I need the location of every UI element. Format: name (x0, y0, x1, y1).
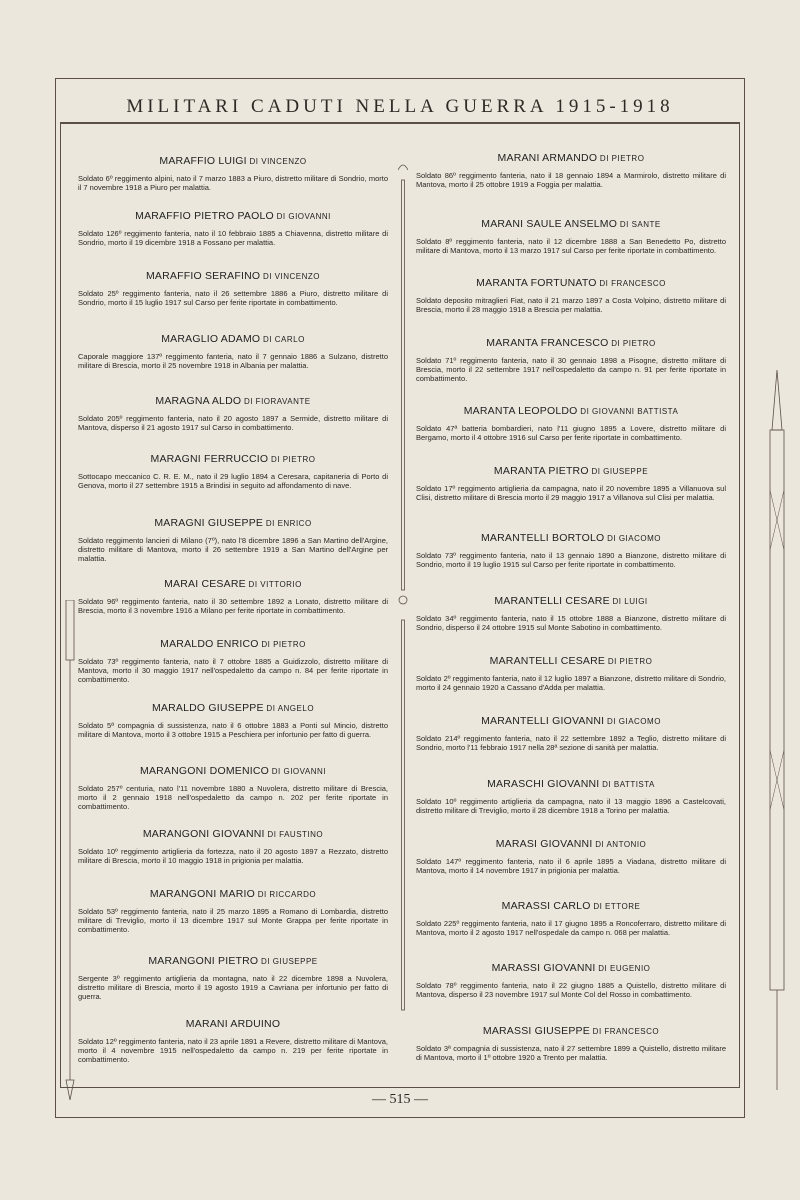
obituary-entry (78, 270, 388, 307)
soldier-name (78, 888, 388, 900)
obituary-entry (416, 337, 726, 383)
father-name: DI VINCENZO (246, 157, 307, 166)
obituary-entry (78, 1018, 388, 1064)
service-record: Soldato 5ª compagnia di sussistenza, nato il 6 ottobre 1883 a Ponti sul Mincio, distretto militare di Mantova, morto il 3 ottobre 1915 a Peschiera per infortunio per fatto di guerra. (78, 721, 388, 739)
soldier-surname: MARANGONI PIETRO (148, 955, 259, 967)
soldier-name (78, 765, 388, 777)
soldier-name (416, 277, 726, 289)
soldier-name (416, 838, 726, 850)
obituary-entry (78, 453, 388, 490)
obituary-entry (78, 638, 388, 684)
obituary-entry (416, 152, 726, 189)
obituary-entry (78, 702, 388, 739)
father-name: DI GIOVANNI BATTISTA (577, 407, 679, 416)
father-name: DI LUIGI (609, 597, 648, 606)
service-record: Soldato 3ª compagnia di sussistenza, nato il 27 settembre 1899 a Quistello, distretto militare di Mantova, morto il 1º ottobre 1920 a Trento per malattia. (416, 1044, 726, 1062)
service-record: Soldato 96º reggimento fanteria, nato il 30 settembre 1892 a Lonato, distretto militare di Brescia, morto il 3 novembre 1916 a Milano per ferite riportate in combattimento. (78, 597, 388, 615)
soldier-surname: MARALDO ENRICO (160, 638, 259, 650)
obituary-entry (78, 155, 388, 192)
service-record: Soldato 147º reggimento fanteria, nato il 6 aprile 1895 a Viadana, distretto militare di Mantova, morto il 14 novembre 1917 in prigionia per malattia. (416, 857, 726, 875)
father-name: DI CARLO (260, 335, 305, 344)
father-name: DI GIUSEPPE (588, 467, 649, 476)
soldier-surname: MARAFFIO SERAFINO (145, 270, 261, 282)
soldier-surname: MARAGNA ALDO (155, 395, 242, 407)
soldier-surname: MARANTA FRANCESCO (486, 337, 609, 349)
soldier-name (416, 218, 726, 230)
page-number: — 515 — (372, 1092, 428, 1107)
soldier-surname: MARAGNI GIUSEPPE (154, 517, 264, 529)
obituary-entry (78, 765, 388, 811)
soldier-name (416, 778, 726, 790)
service-record: Soldato 86º reggimento fanteria, nato il 18 gennaio 1894 a Marmirolo, distretto militare di Mantova, morto il 25 ottobre 1919 a Foggia per malattia. (416, 171, 726, 189)
soldier-name (416, 1025, 726, 1037)
father-name: DI GIOVANNI (269, 767, 326, 776)
soldier-surname: MARANGONI GIOVANNI (142, 828, 265, 840)
father-name: DI ANTONIO (592, 840, 647, 849)
obituary-entry (416, 778, 726, 815)
service-record: Soldato 225º reggimento fanteria, nato il 17 giugno 1895 a Roncoferraro, distretto militare di Mantova, morto il 2 agosto 1917 nell'ospedale da campo n. 068 per malattia. (416, 919, 726, 937)
service-record: Sergente 3º reggimento artiglieria da montagna, nato il 22 dicembre 1898 a Nuvolera, distretto militare di Brescia, morto il 19 agosto 1919 a Cavriana per infortunio per fatto di guerra. (78, 974, 388, 1001)
obituary-entry (416, 532, 726, 569)
soldier-name (416, 715, 726, 727)
obituary-entry (416, 900, 726, 937)
obituary-entry (78, 210, 388, 247)
father-name: DI VINCENZO (260, 272, 321, 281)
father-name: DI BATTISTA (599, 780, 655, 789)
father-name: DI GIUSEPPE (258, 957, 318, 966)
father-name: DI SANTE (617, 220, 661, 229)
service-record: Soldato 71º reggimento fanteria, nato il 30 gennaio 1898 a Pisogne, distretto militare di Brescia, morto il 22 settembre 1917 nell'ospedaletto da campo n. 91 per ferite riportate in combattimento. (416, 356, 726, 383)
left-pole-ornament (62, 600, 78, 1100)
obituary-entry (416, 838, 726, 875)
service-record: Soldato 214º reggimento fanteria, nato il 22 settembre 1892 a Teglio, distretto militare di Sondrio, morto l'11 febbraio 1917 nella 28ª sezione di sanità per malattia. (416, 734, 726, 752)
soldier-name (416, 465, 726, 477)
page-title: MILITARI CADUTI NELLA GUERRA 1915-1918 (126, 96, 674, 117)
father-name: DI FIORAVANTE (241, 397, 311, 406)
service-record: Soldato 2º reggimento fanteria, nato il 12 luglio 1897 a Bianzone, distretto militare di Sondrio, morto il 24 gennaio 1920 a Cassano d'Adda per malattia. (416, 674, 726, 692)
central-staff-ornament (398, 160, 408, 1020)
soldier-name (78, 210, 388, 222)
soldier-name (78, 517, 388, 529)
obituary-entry (78, 955, 388, 1001)
soldier-name (78, 453, 388, 465)
father-name: DI VITTORIO (245, 580, 302, 589)
header-divider (60, 122, 740, 123)
service-record: Soldato 126º reggimento fanteria, nato il 10 febbraio 1885 a Chiavenna, distretto militare di Sondrio, morto il 19 dicembre 1918 a Fossano per malattia. (78, 229, 388, 247)
obituary-entry (78, 578, 388, 615)
obituary-entry (416, 962, 726, 999)
soldier-name (416, 655, 726, 667)
soldier-surname: MARANGONI DOMENICO (140, 765, 270, 777)
soldier-surname: MARALDO GIUSEPPE (151, 702, 264, 714)
obituary-entry (416, 715, 726, 752)
soldier-surname: MARANI ARMANDO (497, 152, 598, 164)
service-record: Soldato 10º reggimento artiglieria da campagna, nato il 13 maggio 1896 a Castelcovati, distretto militare di Treviglio, morto il 28 dicembre 1918 a Torino per malattia. (416, 797, 726, 815)
soldier-name (78, 638, 388, 650)
father-name: DI FRANCESCO (589, 1027, 660, 1036)
father-name: DI GIACOMO (604, 534, 662, 543)
soldier-name (78, 578, 388, 590)
soldier-name (416, 900, 726, 912)
father-name: DI PIETRO (608, 339, 656, 348)
soldier-surname: MARAGLIO ADAMO (161, 333, 261, 345)
father-name: DI ETTORE (590, 902, 641, 911)
father-name: DI PIETRO (268, 455, 316, 464)
soldier-surname: MARAGNI FERRUCCIO (150, 453, 269, 465)
soldier-name (78, 828, 388, 840)
father-name: DI PIETRO (258, 640, 306, 649)
soldier-surname: MARAI CESARE (164, 578, 246, 590)
obituary-entry (78, 517, 388, 563)
father-name: DI ANGELO (263, 704, 315, 713)
service-record: Sottocapo meccanico C. R. E. M., nato il 29 luglio 1894 a Ceresara, capitaneria di Porto di Genova, morto il 27 settembre 1915 a Brindisi in seguito ad affondamento di nave. (78, 472, 388, 490)
soldier-name (78, 955, 388, 967)
service-record: Soldato deposito mitraglieri Fiat, nato il 21 marzo 1897 a Costa Volpino, distretto militare di Brescia, morto il 28 maggio 1918 a Brescia per malattia. (416, 296, 726, 314)
soldier-name (78, 1018, 388, 1030)
soldier-surname: MARASSI GIUSEPPE (482, 1025, 590, 1037)
obituary-entry (416, 465, 726, 502)
father-name: DI EUGENIO (595, 964, 651, 973)
soldier-name (78, 333, 388, 345)
service-record: Caporale maggiore 137º reggimento fanteria, nato il 7 gennaio 1886 a Sulzano, distretto militare di Brescia, morto il 25 novembre 1918 in Albania per malattia. (78, 352, 388, 370)
obituary-entry (416, 218, 726, 255)
obituary-entry (416, 1025, 726, 1062)
service-record: Soldato 10º reggimento artiglieria da fortezza, nato il 20 agosto 1897 a Rezzato, distretto militare di Brescia, morto il 10 maggio 1918 in prigionia per malattia. (78, 847, 388, 865)
service-record: Soldato reggimento lancieri di Milano (7º), nato l'8 dicembre 1896 a San Martino dell'Argine, distretto militare di Mantova, morto il 26 settembre 1919 a San Martino dell'Argine per malattia. (78, 536, 388, 563)
soldier-surname: MARASSI CARLO (501, 900, 591, 912)
service-record: Soldato 78º reggimento fanteria, nato il 22 giugno 1885 a Quistello, distretto militare di Mantova, disperso il 23 novembre 1917 sul Monte Col del Rosso in combattimento. (416, 981, 726, 999)
soldier-name (416, 532, 726, 544)
soldier-name (416, 595, 726, 607)
obituary-entry (416, 595, 726, 632)
service-record: Soldato 25º reggimento fanteria, nato il 26 settembre 1886 a Piuro, distretto militare di Sondrio, morto il 15 luglio 1917 sul Carso per ferite riportate in combattimento. (78, 289, 388, 307)
service-record: Soldato 8º reggimento fanteria, nato il 12 dicembre 1888 a San Benedetto Po, distretto militare di Mantova, morto il 13 marzo 1917 sul Carso per ferite riportate in combattimento. (416, 237, 726, 255)
service-record: Soldato 17º reggimento artiglieria da campagna, nato il 20 novembre 1895 a Villanuova sul Clisi, distretto militare di Brescia morto il 29 maggio 1917 a Villanova sul Clisi per malattia. (416, 484, 726, 502)
soldier-surname: MARAFFIO LUIGI (159, 155, 247, 167)
soldier-surname: MARASCHI GIOVANNI (487, 778, 600, 790)
obituary-entry (78, 828, 388, 865)
service-record: Soldato 73º reggimento fanteria, nato il 13 gennaio 1890 a Bianzone, distretto militare di Sondrio, morto il 19 luglio 1915 sul Carso per ferite riportate in combattimento. (416, 551, 726, 569)
soldier-surname: MARANTA LEOPOLDO (463, 405, 578, 417)
soldier-name (416, 405, 726, 417)
obituary-entry (416, 655, 726, 692)
obituary-entry (78, 395, 388, 432)
service-record: Soldato 257º centuria, nato l'11 novembre 1880 a Nuvolera, distretto militare di Brescia, morto il 2 gennaio 1918 nell'ospedaletto da campo n. 202 per ferite riportate in combattimento. (78, 784, 388, 811)
soldier-surname: MARANI ARDUINO (185, 1018, 281, 1030)
soldier-surname: MARANTA FORTUNATO (476, 277, 597, 289)
soldier-surname: MARANTELLI CESARE (494, 595, 610, 607)
soldier-name (416, 337, 726, 349)
obituary-entry (78, 888, 388, 934)
father-name: DI RICCARDO (254, 890, 317, 899)
service-record: Soldato 6º reggimento alpini, nato il 7 marzo 1883 a Piuro, distretto militare di Sondrio, morto il 7 novembre 1918 a Piuro per malattia. (78, 174, 388, 192)
father-name: DI FRANCESCO (596, 279, 666, 288)
obituary-entry (416, 405, 726, 442)
obituary-entry (416, 277, 726, 314)
soldier-surname: MARANTELLI BORTOLO (480, 532, 605, 544)
right-flagpole-ornament (762, 370, 792, 1090)
soldier-name (78, 155, 388, 167)
soldier-surname: MARANGONI MARIO (149, 888, 255, 900)
soldier-surname: MARANTA PIETRO (493, 465, 589, 477)
father-name: DI FAUSTINO (264, 830, 324, 839)
father-name: DI ENRICO (263, 519, 312, 528)
service-record: Soldato 53º reggimento fanteria, nato il 25 marzo 1895 a Romano di Lombardia, distretto militare di Treviglio, morto il 13 dicembre 1917 sul Monte Grappa per ferite riportate in combattimento. (78, 907, 388, 934)
soldier-surname: MARASI GIOVANNI (495, 838, 593, 850)
service-record: Soldato 12º reggimento fanteria, nato il 23 aprile 1891 a Revere, distretto militare di Mantova, morto il 4 novembre 1915 nell'ospedaletto da campo n. 219 per ferite riportate in combattimento. (78, 1037, 388, 1064)
service-record: Soldato 73º reggimento fanteria, nato il 7 ottobre 1885 a Guidizzolo, distretto militare di Mantova, morto il 30 maggio 1917 nell'ospedaletto da campo n. 84 per ferite riportate in combattimento. (78, 657, 388, 684)
soldier-surname: MARANTELLI GIOVANNI (481, 715, 605, 727)
father-name: DI GIACOMO (604, 717, 661, 726)
father-name: DI PIETRO (605, 657, 653, 666)
soldier-name (416, 962, 726, 974)
soldier-name (416, 152, 726, 164)
soldier-surname: MARANI SAULE ANSELMO (481, 218, 618, 230)
service-record: Soldato 205º reggimento fanteria, nato il 20 agosto 1897 a Sermide, distretto militare di Mantova, disperso il 21 agosto 1917 sul Carso in combattimento. (78, 414, 388, 432)
obituary-entry (78, 333, 388, 370)
father-name: DI PIETRO (597, 154, 645, 163)
service-record: Soldato 47ª batteria bombardieri, nato l'11 giugno 1895 a Lovere, distretto militare di Bergamo, morto il 4 ottobre 1916 sul Carso per ferite riportate in combattimento. (416, 424, 726, 442)
soldier-name (78, 702, 388, 714)
service-record: Soldato 34º reggimento fanteria, nato il 15 ottobre 1888 a Bianzone, distretto militare di Sondrio, disperso il 24 ottobre 1915 sul Monte Sabotino in combattimento. (416, 614, 726, 632)
soldier-surname: MARAFFIO PIETRO PAOLO (135, 210, 274, 222)
father-name: DI GIOVANNI (273, 212, 331, 221)
soldier-surname: MARANTELLI CESARE (489, 655, 606, 667)
soldier-name (78, 395, 388, 407)
soldier-name (78, 270, 388, 282)
soldier-surname: MARASSI GIOVANNI (491, 962, 596, 974)
